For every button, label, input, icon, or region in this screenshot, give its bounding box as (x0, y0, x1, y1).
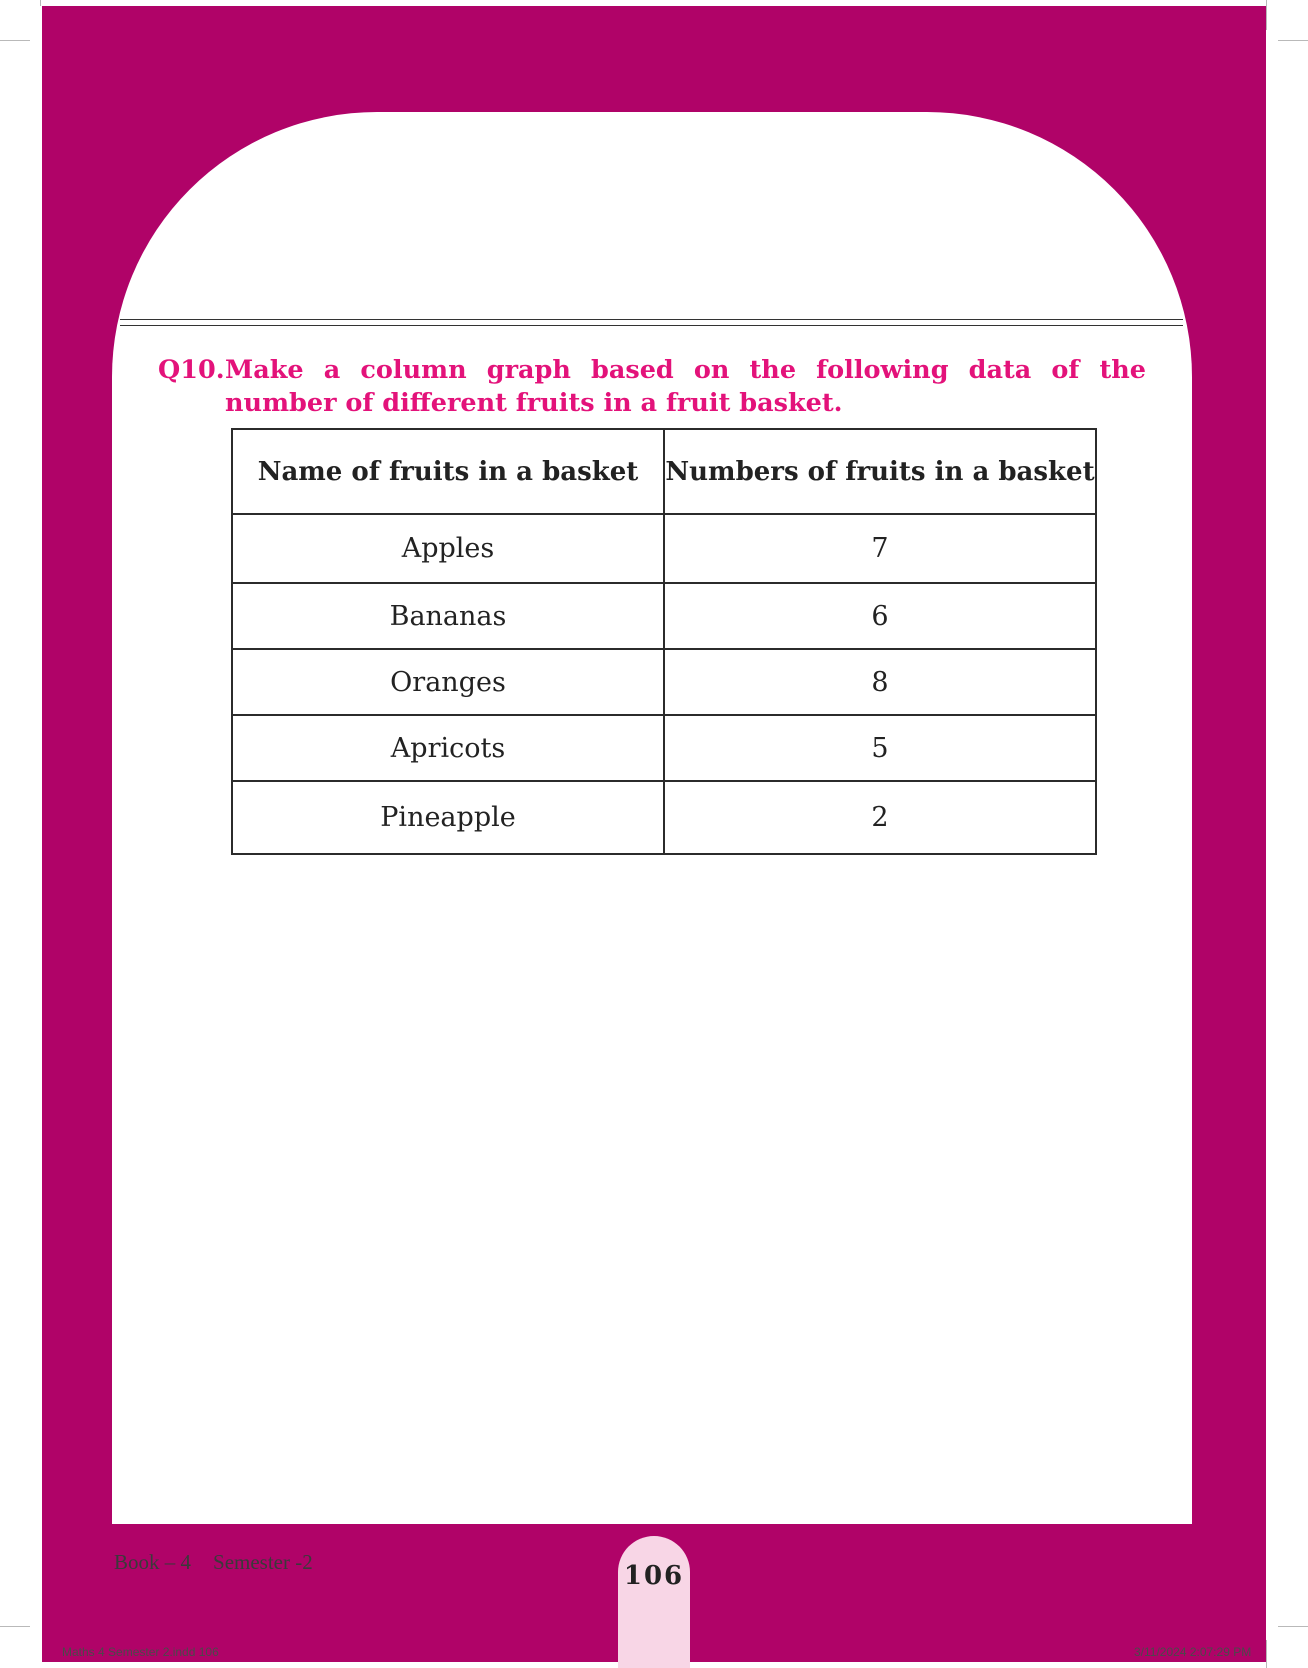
footer-book-info (114, 1550, 313, 1575)
question (158, 354, 1146, 420)
fruit-count-cell: 5 (664, 715, 1096, 781)
table-row (232, 649, 1096, 715)
crop-mark-top-left-vertical (40, 0, 41, 6)
footer-semester: Semester -2 (213, 1550, 313, 1574)
slug-file: Maths 4 Semester 2.indd 106 (62, 1645, 219, 1659)
fruit-name-cell: Apples (232, 514, 664, 583)
page-number: 106 (623, 1561, 685, 1591)
header-fruit-name: Name of fruits in a basket (232, 429, 664, 514)
question-number: Q10. (158, 355, 225, 385)
question-text: Make a column graph based on the following data of the number of different fruits in a fruit basket. (225, 355, 1146, 418)
fruit-count-cell: 8 (664, 649, 1096, 715)
fruit-name-cell: Apricots (232, 715, 664, 781)
fruit-count-cell: 2 (664, 781, 1096, 854)
crop-mark-top-left (0, 40, 30, 41)
table-row (232, 583, 1096, 649)
footer-book: Book – 4 (114, 1550, 192, 1574)
table-row (232, 781, 1096, 854)
fruit-count-cell: 6 (664, 583, 1096, 649)
crop-mark-top-right-vertical (1266, 0, 1267, 30)
page-number-tab (618, 1536, 690, 1668)
table-row (232, 514, 1096, 583)
header-rule (120, 319, 1183, 326)
crop-mark-bottom-right (1278, 1626, 1308, 1627)
fruit-table (231, 428, 1097, 855)
header-fruit-count: Numbers of fruits in a basket (664, 429, 1096, 514)
table-header-row (232, 429, 1096, 514)
table-row (232, 715, 1096, 781)
slug-timestamp: 3/11/2024 2:07:29 PM (1134, 1645, 1252, 1659)
crop-mark-bottom-right-vertical (1266, 1640, 1267, 1668)
crop-mark-top-right (1278, 40, 1308, 41)
fruit-name-cell: Bananas (232, 583, 664, 649)
fruit-name-cell: Oranges (232, 649, 664, 715)
fruit-count-cell: 7 (664, 514, 1096, 583)
crop-mark-bottom-left (0, 1626, 30, 1627)
fruit-name-cell: Pineapple (232, 781, 664, 854)
